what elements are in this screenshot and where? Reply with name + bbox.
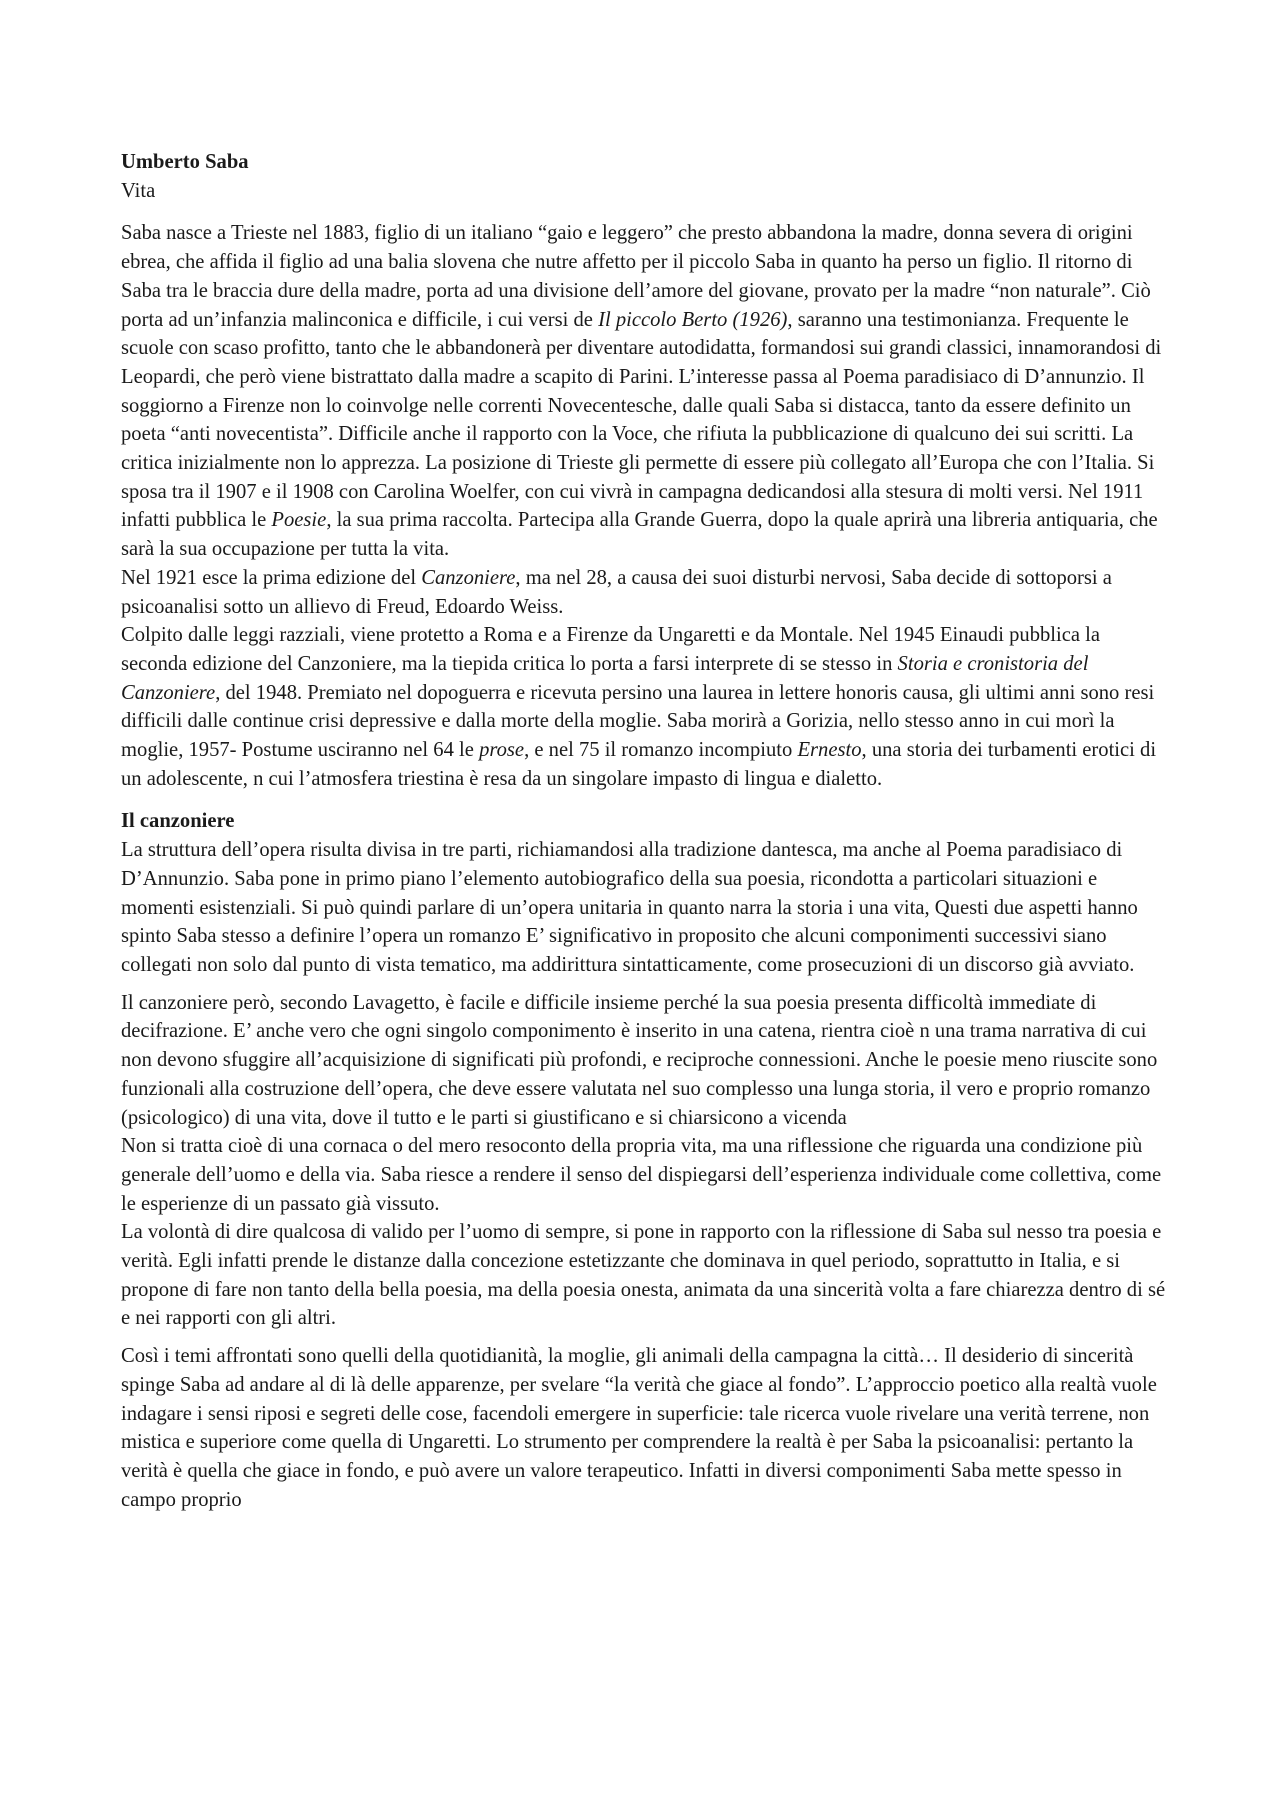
canzoniere-paragraph-4: La volontà di dire qualcosa di valido per l’uomo di sempre, si pone in rapporto con la riflessione di Saba sul nesso tra poesia e verità. Egli infatti prende le distanze dalla concezione estetizzante che dominava in quel periodo, soprattutto in Italia, e si propone di fare non tanto della bella poesia, ma della poesia onesta, animata da una sincerità volta a fare chiarezza dentro di sé e nei rapporti con gli altri. xyxy=(121,1221,1166,1330)
section-heading-canzoniere: Il canzoniere xyxy=(121,810,235,833)
document-page xyxy=(121,148,1166,1514)
work-title-poesie: Poesie xyxy=(271,509,327,532)
vita-paragraph-2: Nel 1921 esce la prima edizione del Canzoniere, ma nel 28, a causa dei suoi disturbi nervosi, Saba decide di sottoporsi a psicoanalisi sotto un allievo di Freud, Edoardo Weiss. xyxy=(121,566,1112,618)
section-subtitle-vita: Vita xyxy=(121,179,156,202)
work-title-prose: prose xyxy=(479,739,525,762)
vita-paragraph-3: Colpito dalle leggi razziali, viene protetto a Roma e a Firenze da Ungaretti e da Montale. Nel 1945 Einaudi pubblica la seconda edizione del Canzoniere, ma la tiepida critica lo porta a farsi interprete di se stesso in Storia e cronistoria del Canzoniere, del 1948. Premiato nel dopoguerra e ricevuta persino una laurea in lettere honoris causa, gli ultimi anni sono resi difficili dalle continue crisi depressive e dalla morte della moglie. Saba morirà a Gorizia, nello stesso anno in cui morì la moglie, 1957- Postume usciranno nel 64 le prose, e nel 75 il romanzo incompiuto Ernesto, una storia dei turbamenti erotici di un adolescente, n cui l’atmosfera triestina è resa da un singolare impasto di lingua e dialetto. xyxy=(121,624,1157,790)
canzoniere-paragraph-1: La struttura dell’opera risulta divisa in tre parti, richiamandosi alla tradizione dantesca, ma anche al Poema paradisiaco di D’Annunzio. Saba pone in primo piano l’elemento autobiografico della sua poesia, ricondotta a particolari situazioni e momenti esistenziali. Si può quindi parlare di un’opera unitaria in quanto narra la storia i una vita, Questi due aspetti hanno spinto Saba stesso a definire l’opera un romanzo E’ significativo in proposito che alcuni componimenti successivi siano collegati non solo dal punto di vista tematico, ma addirittura sintatticamente, come prosecuzioni di un discorso già avviato. xyxy=(121,839,1138,976)
vita-paragraph-1: Saba nasce a Trieste nel 1883, figlio di un italiano “gaio e leggero” che presto abbandona la madre, donna severa di origini ebrea, che affida il figlio ad una balia slovena che nutre affetto per il piccolo Saba in quanto ha perso un figlio. Il ritorno di Saba tra le braccia dure della madre, porta ad una divisione dell’amore del giovane, provato per la madre “non naturale”. Ciò porta ad un’infanzia malinconica e difficile, i cui versi de Il piccolo Berto (1926), saranno una testimonianza. Frequente le scuole con scaso profitto, tanto che le abbandonerà per diventare autodidatta, formandosi sui grandi classici, innamorandosi di Leopardi, che però viene bistrattato dalla madre a scapito di Parini. L’interesse passa al Poema paradisiaco di D’annunzio. Il soggiorno a Firenze non lo coinvolge nelle correnti Novecentesche, dalle quali Saba si distacca, tanto da essere definito un poeta “anti novecentista”. Difficile anche il rapporto con la Voce, che rifiuta la pubblicazione di qualcuno dei sui scritti. La critica inizialmente non lo apprezza. La posizione di Trieste gli permette di essere più collegato all’Europa che con l’Italia. Si sposa tra il 1907 e il 1908 con Carolina Woelfer, con cui vivrà in campagna dedicandosi alla stesura di molti versi. Nel 1911 infatti pubblica le Poesie, la sua prima raccolta. Partecipa alla Grande Guerra, dopo la quale aprirà una libreria antiquaria, che sarà la sua occupazione per tutta la vita. xyxy=(121,222,1162,561)
canzoniere-paragraph-3: Non si tratta cioè di una cornaca o del mero resoconto della propria vita, ma una riflessione che riguarda una condizione più generale dell’uomo e della via. Saba riesce a rendere il senso del dispiegarsi dell’esperienza individuale come collettiva, come le esperienze di un passato già vissuto. xyxy=(121,1135,1162,1215)
canzoniere-paragraph-2: Il canzoniere però, secondo Lavagetto, è facile e difficile insieme perché la sua poesia presenta difficoltà immediate di decifrazione. E’ anche vero che ogni singolo componimento è inserito in una catena, rientra cioè n una trama narrativa di cui non devono sfuggire all’acquisizione di significati più profondi, e reciproche connessioni. Anche le poesie meno riuscite sono funzionali alla costruzione dell’opera, che deve essere valutata nel suo complesso una lunga storia, il vero e proprio romanzo (psicologico) di una vita, dove il tutto e le parti si giustificano e si chiarsicono a vicenda xyxy=(121,991,1158,1129)
canzoniere-paragraph-5: Così i temi affrontati sono quelli della quotidianità, la moglie, gli animali della campagna la città… Il desiderio di sincerità spinge Saba ad andare al di là delle apparenze, per svelare “la verità che giace al fondo”. L’approccio poetico alla realtà vuole indagare i sensi riposi e segreti delle cose, facendoli emergere in superficie: tale ricerca vuole rivelare una verità terrene, non mistica e superiore come quella di Ungaretti. Lo strumento per comprendere la realtà è per Saba la psicoanalisi: pertanto la verità è quella che giace in fondo, e può avere un valore terapeutico. Infatti in diversi componimenti Saba mette spesso in campo proprio xyxy=(121,1345,1157,1511)
work-title-canzoniere: Canzoniere xyxy=(421,566,516,589)
work-title-storia-e-cronistoria: Storia e cronistoria del Canzoniere xyxy=(121,652,1089,704)
document-title: Umberto Saba xyxy=(121,151,249,173)
work-title-ernesto: Ernesto xyxy=(797,739,862,762)
work-title-il-piccolo-berto: Il piccolo Berto (1926) xyxy=(598,308,788,331)
